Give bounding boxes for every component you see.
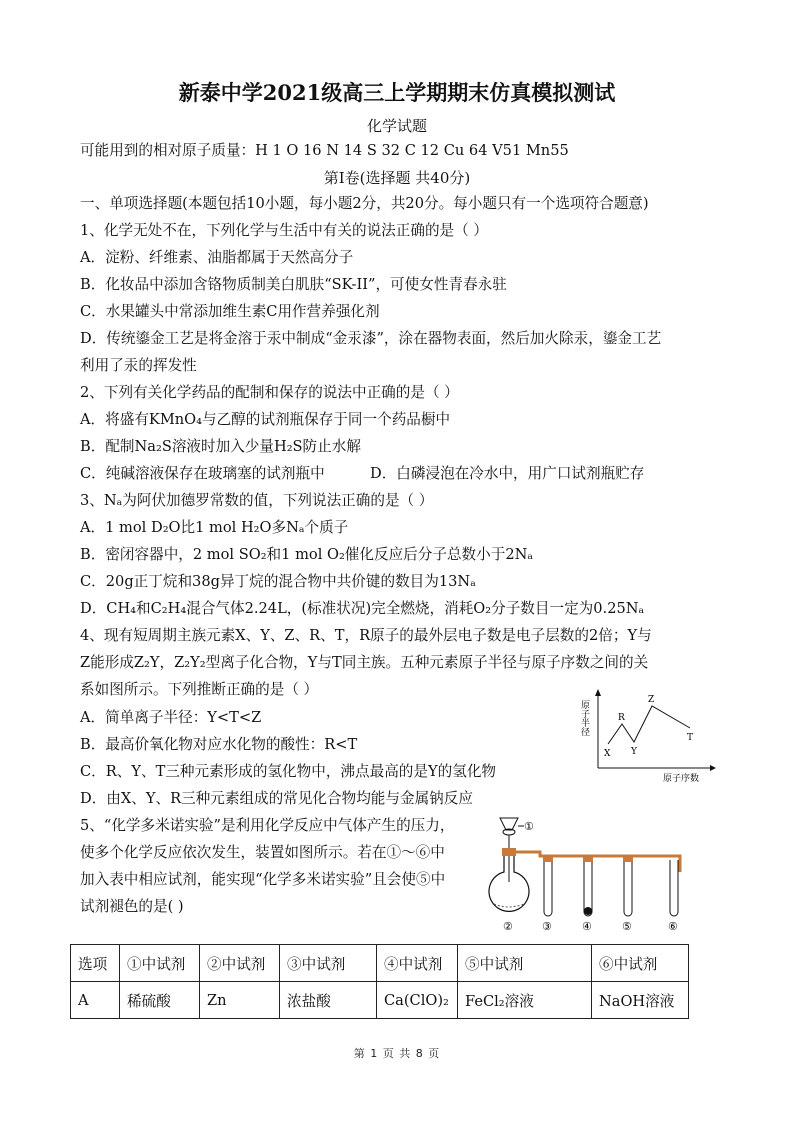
label-3: ③ (542, 920, 552, 933)
table-header-row (71, 945, 689, 982)
page-number: 第 1 页 共 8 页 (353, 1047, 441, 1060)
table-cell: A (71, 982, 120, 1019)
tube-3-icon (544, 862, 552, 916)
atomic-masses-line: 可能用到的相对原子质量：H 1 O 16 N 14 S 32 C 12 Cu 64 V51 Mn55 (80, 142, 569, 159)
q4-option-a: A．简单离子半径：Y<T<Z (80, 709, 262, 726)
q1-stem: 1、化学无处不在，下列化学与生活中有关的说法正确的是（ ） (80, 222, 488, 239)
q2-stem: 2、下列有关化学药品的配制和保存的说法中正确的是（ ） (80, 384, 459, 401)
q1-option-c: C．水果罐头中常添加维生素C用作营养强化剂 (80, 303, 380, 320)
exam-subtitle: 化学试题 (366, 117, 427, 135)
label-1: ① (524, 820, 534, 833)
table-row (71, 982, 689, 1019)
tube-4-solid (584, 907, 592, 915)
point-t-label: T (687, 733, 694, 743)
tube-5-icon (624, 862, 632, 916)
point-x-label: X (604, 749, 611, 759)
q1-option-d-cont: 利用了汞的挥发性 (80, 357, 197, 374)
y-axis-label: 原子半径 (579, 700, 589, 736)
y-axis-arrow (595, 689, 601, 696)
point-z-label: Z (648, 695, 655, 705)
tube-6-icon (670, 860, 678, 916)
x-axis-arrow (710, 765, 716, 771)
part-label: 第Ⅰ卷(选择题 共40分) (323, 169, 471, 187)
q1-option-b: B．化妆品中添加含铬物质制美白肌肤“SK-II”，可使女性青春永驻 (80, 276, 507, 293)
table-header-cell: ④中试剂 (377, 945, 458, 982)
table-cell: Ca(ClO)₂ (377, 982, 458, 1019)
radius-line (608, 706, 690, 744)
reagent-table (70, 944, 689, 1019)
q1-option-d: D．传统鎏金工艺是将金溶于汞中制成“金汞漆”，涂在器物表面，然后加火除汞，鎏金工艺 (80, 330, 662, 347)
table-header-cell: ③中试剂 (280, 945, 377, 982)
q4-stem-line3: 系如图所示。下列推断正确的是（ ） (80, 681, 319, 698)
q5-stem-line2: 使多个化学反应依次发生，装置如图所示。若在①～⑥中 (80, 844, 445, 861)
tube-3-stopper (543, 856, 553, 862)
q4-stem-line2: Z能形成Z₂Y，Z₂Y₂型离子化合物，Y与T同主族。五种元素原子半径与原子序数之间的关 (80, 654, 649, 671)
section-heading: 一、单项选择题(本题包括10小题，每小题2分，共20分。每小题只有一个选项符合题意) (80, 195, 649, 212)
table-header-cell: ①中试剂 (120, 945, 200, 982)
q2-option-c: C．纯碱溶液保存在玻璃塞的试剂瓶中 (80, 465, 325, 482)
table-cell: NaOH溶液 (592, 982, 689, 1019)
q3-option-a: A．1 mol D₂O比1 mol H₂O多Nₐ个质子 (80, 519, 349, 536)
q3-stem: 3、Nₐ为阿伏加德罗常数的值，下列说法正确的是（ ） (80, 492, 434, 509)
q2-option-a: A．将盛有KMnO₄与乙醇的试剂瓶保存于同一个药品橱中 (80, 411, 451, 428)
radius-graph (570, 686, 720, 786)
funnel-icon (500, 818, 518, 830)
table-cell: 稀硫酸 (120, 982, 200, 1019)
tube-5-stopper (623, 856, 633, 862)
q4-option-c: C．R、Y、T三种元素形成的氢化物中，沸点最高的是Y的氢化物 (80, 763, 497, 780)
flask-solid (494, 904, 524, 907)
connecting-tube (516, 852, 680, 872)
q2-option-d: D．白磷浸泡在冷水中，用广口试剂瓶贮存 (370, 465, 645, 482)
q3-option-c: C．20g正丁烷和38g异丁烷的混合物中共价键的数目为13Nₐ (80, 573, 476, 590)
q3-option-b: B．密闭容器中，2 mol SO₂和1 mol O₂催化反应后分子总数小于2Nₐ (80, 546, 534, 563)
q3-option-d: D．CH₄和C₂H₄混合气体2.24L，(标准状况)完全燃烧，消耗O₂分子数目一定为0.25Nₐ (80, 600, 645, 617)
q5-stem-line1: 5、“化学多米诺实验”是利用化学反应中气体产生的压力， (80, 817, 455, 834)
label-6: ⑥ (668, 920, 678, 933)
table-cell: Zn (200, 982, 280, 1019)
table-header-cell: ⑤中试剂 (458, 945, 592, 982)
table-cell: FeCl₂溶液 (458, 982, 592, 1019)
point-r-label: R (618, 713, 625, 723)
q4-option-d: D．由X、Y、R三种元素组成的常见化合物均能与金属钠反应 (80, 790, 473, 807)
table-header-cell: ②中试剂 (200, 945, 280, 982)
q5-stem-line3: 加入表中相应试剂，能实现“化学多米诺实验”且会使⑤中 (80, 871, 446, 888)
q5-stem-line4: 试剂褪色的是( ) (80, 898, 184, 915)
q2-option-b: B．配制Na₂S溶液时加入少量H₂S防止水解 (80, 438, 361, 455)
x-axis-label: 原子序数 (663, 774, 700, 784)
tube-4-stopper (583, 856, 593, 862)
label-2: ② (503, 920, 513, 933)
domino-apparatus (480, 812, 690, 934)
q4-stem-line1: 4、现有短周期主族元素X、Y、Z、R、T，R原子的最外层电子数是电子层数的2倍；Y与 (80, 627, 652, 644)
table-header-cell: 选项 (71, 945, 120, 982)
table-cell: 浓盐酸 (280, 982, 377, 1019)
label-4: ④ (582, 920, 592, 933)
point-y-label: Y (631, 747, 637, 757)
q1-option-a: A．淀粉、纤维素、油脂都属于天然高分子 (80, 249, 354, 266)
q4-option-b: B．最高价氧化物对应水化物的酸性：R<T (80, 736, 358, 753)
flask-stopper (502, 848, 516, 856)
exam-title: 新泰中学2021级高三上学期期末仿真模拟测试 (178, 80, 616, 105)
table-header-cell: ⑥中试剂 (592, 945, 689, 982)
label-5: ⑤ (622, 920, 632, 933)
